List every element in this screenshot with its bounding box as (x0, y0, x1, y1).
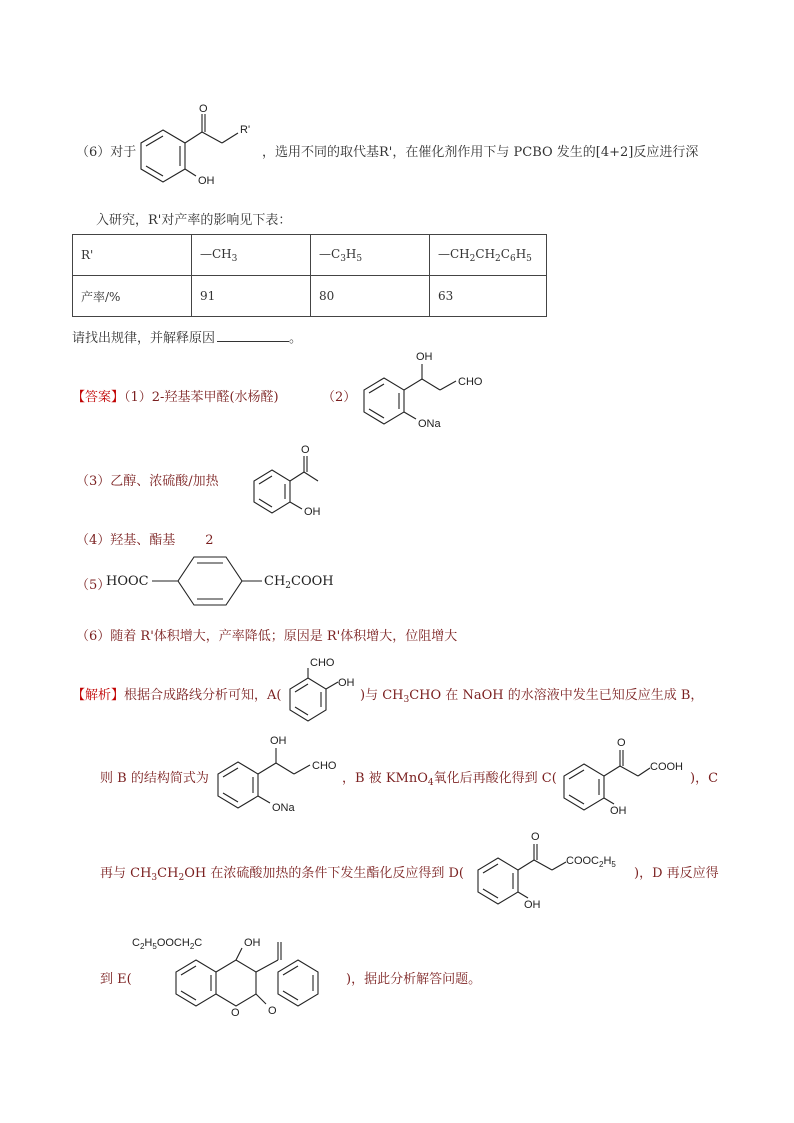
mb-cho-label: CHO (312, 760, 337, 772)
analysis-p2a: 则 B 的结构简式为 (100, 771, 209, 786)
answer-3: （3）乙醇、浓硫酸/加热 (76, 474, 219, 489)
answer-5-molecule (150, 553, 270, 609)
md-ester-label: COOC2H5 (566, 855, 616, 869)
me-phenyl-ring (278, 960, 318, 1006)
answer-line-1 (72, 386, 279, 405)
table-cell: 91 (192, 276, 311, 317)
table-cell: $—C_3H_5$ (311, 235, 430, 276)
me-ring-o-label: O (231, 1007, 240, 1019)
q6-description: ，选用不同的取代基R'，在催化剂作用下与 PCBO 发生的[4+2]反应进行深 (262, 145, 699, 160)
a5-ch2cooh-label: $CH_2COOH$ (264, 574, 334, 591)
table-cell: 63 (430, 276, 547, 317)
mc-benzene-ring (564, 764, 604, 810)
a5-benzene-ring (178, 557, 242, 605)
analysis-molecule-d (476, 828, 636, 912)
table-row (73, 276, 547, 317)
analysis-molecule-b (216, 732, 346, 816)
answer-2-number: （2） (322, 390, 357, 405)
q6-oh-label: OH (198, 175, 215, 187)
q6-number-text: （6）对于 (76, 145, 137, 160)
answer-1: （1）2-羟基苯甲醛(水杨醛) (124, 390, 279, 405)
q6-o-label: O (199, 103, 208, 115)
answer-4-text: （4）羟基、酯基 (76, 533, 176, 548)
analysis-line-1 (72, 684, 281, 703)
analysis-p2b: ，B 被 KMnO$_4$氧化后再酸化得到 C( (342, 771, 557, 788)
table-row (73, 235, 547, 276)
q6-ask (72, 327, 302, 346)
mc-cooh-label: COOH (650, 761, 683, 773)
table-cell: 80 (311, 276, 430, 317)
mb-benzene-ring (218, 762, 258, 808)
a3-oh-label: OH (304, 506, 321, 518)
analysis-p4b: )，据此分析解答问题。 (346, 972, 482, 987)
mc-o-label: O (617, 737, 626, 749)
yield-table (72, 234, 547, 317)
analysis-p3a: 再与 $CH_3CH_2OH$ 在浓硫酸加热的条件下发生酯化反应得到 D( (100, 866, 464, 883)
table-cell: $—CH_3$ (192, 235, 311, 276)
a5-hooc-label: HOOC (106, 574, 149, 589)
analysis-molecule-a (288, 656, 368, 720)
me-carbonyl-o-label: O (268, 1005, 277, 1017)
analysis-p1a: 根据合成路线分析可知，A( (124, 688, 282, 703)
mb-oh-label: OH (270, 735, 287, 747)
analysis-p4a: 到 E( (100, 972, 132, 987)
q6-description-line2: 入研究，R'对产率的影响见下表： (96, 213, 292, 228)
table-cell: 产率/% (73, 276, 192, 317)
analysis-molecule-e (130, 930, 360, 1020)
mb-ona-label: ONa (272, 802, 295, 814)
answer-2-molecule (362, 348, 502, 432)
me-ester-label: C2H5OOCH2C (132, 937, 203, 951)
ma-cho-label: CHO (310, 657, 335, 669)
answer-4-number: 2 (205, 533, 214, 548)
a2-ona-label: ONa (418, 418, 441, 430)
analysis-molecule-c (562, 734, 692, 817)
analysis-p3b: )，D 再反应得 (634, 866, 719, 881)
q6-ask-text: 请找出规律，并解释原因 (72, 331, 216, 346)
answer-3-molecule (252, 440, 342, 516)
analysis-p2c: )，C (690, 771, 719, 786)
md-benzene-ring (478, 858, 518, 904)
a2-cho-label: CHO (458, 376, 483, 388)
answer-5-number: （5） (76, 578, 111, 593)
q6-ask-end: 。 (289, 331, 303, 346)
ma-oh-label: OH (338, 677, 355, 689)
me-oh-label: OH (244, 937, 261, 949)
q6-benzene-ring (141, 130, 185, 182)
md-oh-label: OH (524, 899, 541, 911)
a2-benzene-ring (364, 378, 404, 424)
md-o-label: O (531, 831, 540, 843)
me-lactone-ring (216, 960, 256, 1006)
answer-6: （6）随着 R'体积增大，产率降低；原因是 R'体积增大，位阻增大 (76, 629, 458, 644)
a2-oh-label: OH (416, 351, 433, 363)
q6-molecule (128, 96, 268, 196)
mc-oh-label: OH (610, 805, 627, 817)
answer-tag: 【答案】 (72, 390, 125, 405)
q6-r-label: R' (240, 124, 251, 136)
me-benzene-ring (176, 960, 216, 1006)
table-cell: $—CH_2CH_2C_6H_5$ (430, 235, 547, 276)
answer-4 (76, 529, 214, 548)
analysis-tag: 【解析】 (72, 688, 125, 703)
analysis-p1b: )与 $CH_3CHO$ 在 NaOH 的水溶液中发生已知反应生成 B， (360, 688, 704, 705)
table-cell: R' (73, 235, 192, 276)
answer-blank-line (217, 331, 289, 342)
a3-o-label: O (301, 444, 310, 456)
